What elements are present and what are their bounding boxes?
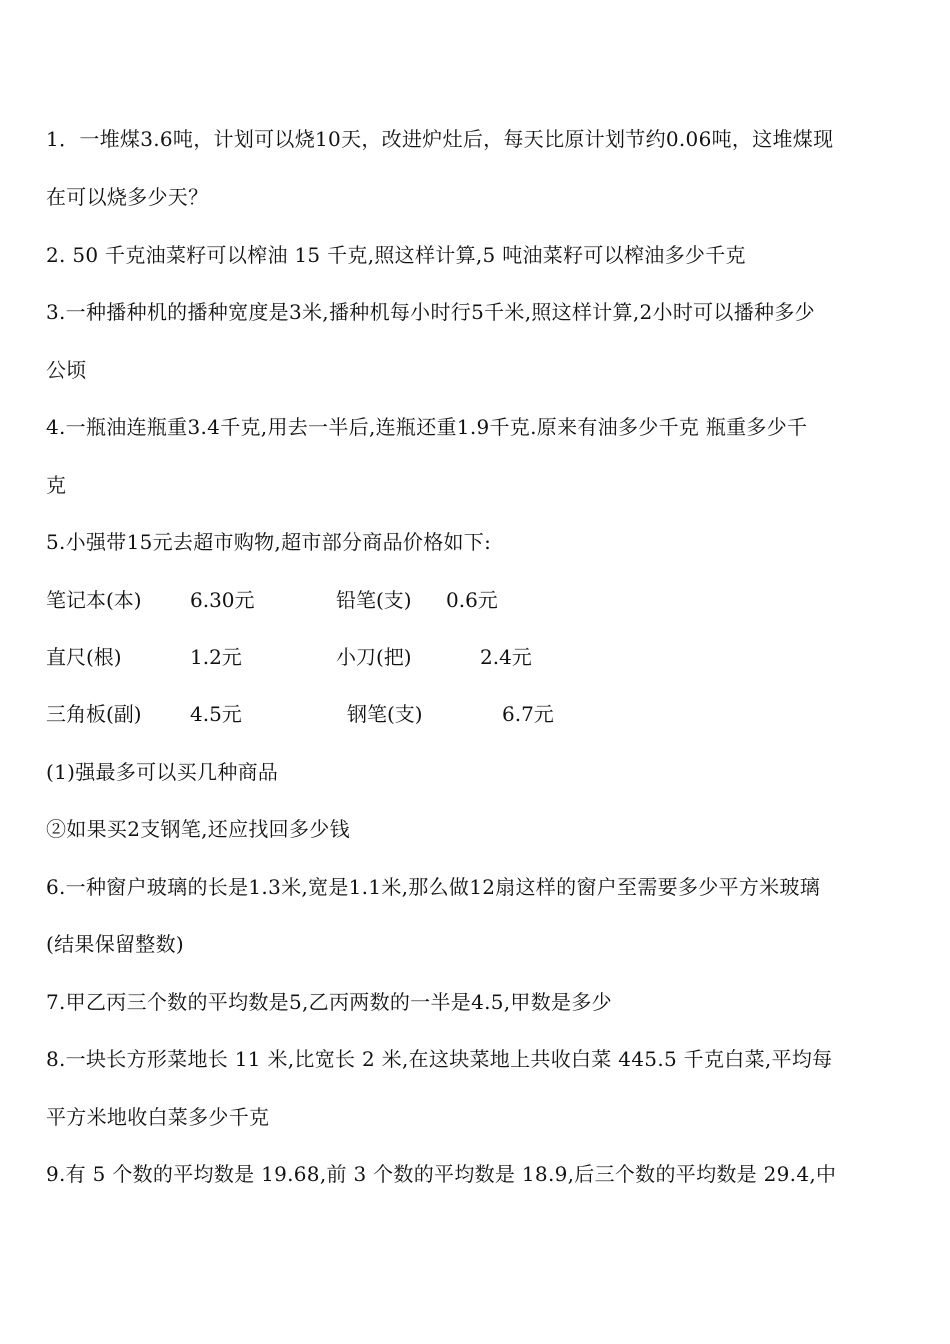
price-item-notebook: 笔记本(本) [46,588,142,612]
question-5-sub-1: (1)强最多可以买几种商品 [46,760,279,784]
question-3-line-1: 3.一种播种机的播种宽度是3米,播种机每小时行5千米,照这样计算,2小时可以播种多少 [46,300,815,324]
question-1-line-2: 在可以烧多少天？ [46,185,209,209]
question-8-line-1: 8.一块长方形菜地长 11 米,比宽长 2 米,在这块菜地上共收白菜 445.5 千克白菜,平均每 [46,1047,833,1071]
question-6-line-2: (结果保留整数) [46,932,185,956]
price-value-ruler: 1.2元 [190,645,242,669]
question-4-line-2: 克 [46,473,67,497]
price-item-ruler: 直尺(根) [46,645,122,669]
price-value-pencil: 0.6元 [446,588,498,612]
question-3-line-2: 公顷 [46,358,87,382]
question-4-line-1: 4.一瓶油连瓶重3.4千克,用去一半后,连瓶还重1.9千克.原来有油多少千克 瓶重多少千 [46,415,808,439]
question-6-line-1: 6.一种窗户玻璃的长是1.3米,宽是1.1米,那么做12扇这样的窗户至需要多少平方米玻璃 [46,875,821,899]
price-value-pen: 6.7元 [502,702,554,726]
price-item-pencil: 铅笔(支) [336,588,412,612]
question-7: 7.甲乙丙三个数的平均数是5,乙丙两数的一半是4.5,甲数是多少 [46,990,612,1014]
price-item-set-square: 三角板(副) [46,702,142,726]
price-item-knife: 小刀(把) [336,645,412,669]
price-item-pen: 钢笔(支) [347,702,423,726]
question-5-intro: 5.小强带15元去超市购物,超市部分商品价格如下: [46,530,492,554]
question-5-sub-2: ②如果买2支钢笔,还应找回多少钱 [46,817,350,841]
question-2: 2. 50 千克油菜籽可以榨油 15 千克,照这样计算,5 吨油菜籽可以榨油多少千克 [46,243,746,267]
price-value-knife: 2.4元 [480,645,532,669]
question-1-line-1: 1．一堆煤3.6吨，计划可以烧10天，改进炉灶后，每天比原计划节约0.06吨，这堆煤现 [46,127,834,151]
price-value-notebook: 6.30元 [190,588,255,612]
question-9-line-1: 9.有 5 个数的平均数是 19.68,前 3 个数的平均数是 18.9,后三个数的平均数是 29.4,中 [46,1162,837,1186]
question-8-line-2: 平方米地收白菜多少千克 [46,1105,270,1129]
price-value-set-square: 4.5元 [190,702,242,726]
